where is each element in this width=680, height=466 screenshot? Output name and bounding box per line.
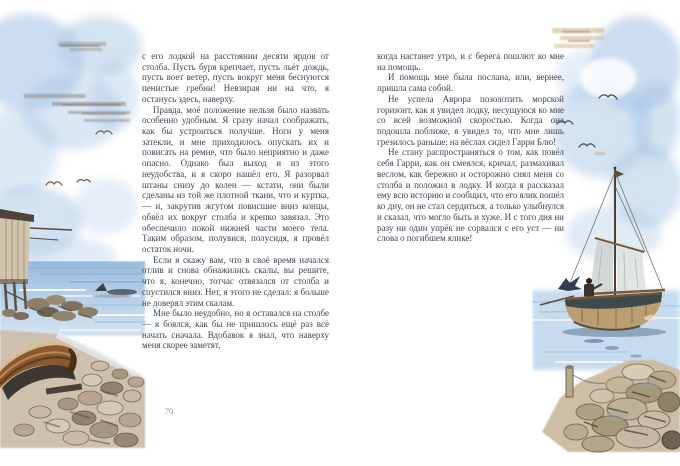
left-text-column — [142, 51, 329, 351]
paragraph: Если я скажу вам, что в своё время начался отлив и снова обнажились скалы, вы решите, что я, конечно, тотчас отвязался от столба и спустился вниз. Нет, я этого не сделал: я больше не доверял этим скалам. — [142, 254, 329, 308]
left-illustration — [0, 0, 148, 466]
paragraph: Правда, моё положение нельзя было назвать особенно удобным. Я сразу начал соображать, как бы устроиться получше. Ноги у меня затекли, и мне приходилось опускать их и повисать на ремне, что было неприятно и даже опасно. Однако был выход и из этого неудобства, и я скоро нашёл его. Я разорвал штаны снизу до колен — кстати, они были сделаны из той же плотной ткани, что и куртка, — и, закрутив жгутом повисшие вниз концы, обвёл их вокруг столба и крепко завязал. Это обеспечило покой нижней части моего тела. Таким образом, полувися, полусидя, я провёл остаток ночи. — [142, 104, 329, 254]
white-cloud — [580, 58, 636, 98]
shore-rocks — [542, 360, 680, 452]
paragraph: когда настанет утро, и с берега пошлют ко мне на помощь. — [377, 51, 564, 72]
page-number: 70 — [164, 406, 174, 416]
paragraph: Мне было неудобно, но я оставался на столбе — я боялся, как бы не пришлось ещё раз всё начать сначала. Вдобавок я знал, что наверху меня скорее заметят, — [142, 308, 329, 351]
paragraph: И помощь мне была послана, или, вернее, пришла сама собой. — [377, 72, 564, 94]
paragraph: Не стану распространяться о том, как повёл себя Гарри, как он смеялся, кричал, размахивал веслом, как бережно и осторожно снял меня со столба и положил в лодку. И когда я рассказал ему всю историю и сообщил, что его ялик пошёл ко дну, он не стал сердиться, а только улыбнулся и сказал, что могло быть и хуже. И с того дня ни разу ни один упрёк не сорвался с его уст — ни слова о погибшем ялике! — [377, 147, 564, 244]
right-text-column — [377, 51, 564, 244]
paragraph: с его лодкой на расстоянии десяти ярдов от столба. Пусть буря крепчает, пусть льёт дождь, пусть воет ветер, пусть вокруг меня беснуются пенистые гребни! Невзирая ни на что, я останусь здесь, наверху. — [142, 51, 329, 104]
paragraph: Не успела Аврора позолотить морской горизонт, как я увидел лодку, несущуюся ко мне со всей возможной скоростью. Когда она подошла поближе, я увидел то, что мне лишь грезилось раньше: на вёслах сидел Гарри Блю! — [377, 93, 564, 147]
bow-bird — [558, 276, 582, 291]
